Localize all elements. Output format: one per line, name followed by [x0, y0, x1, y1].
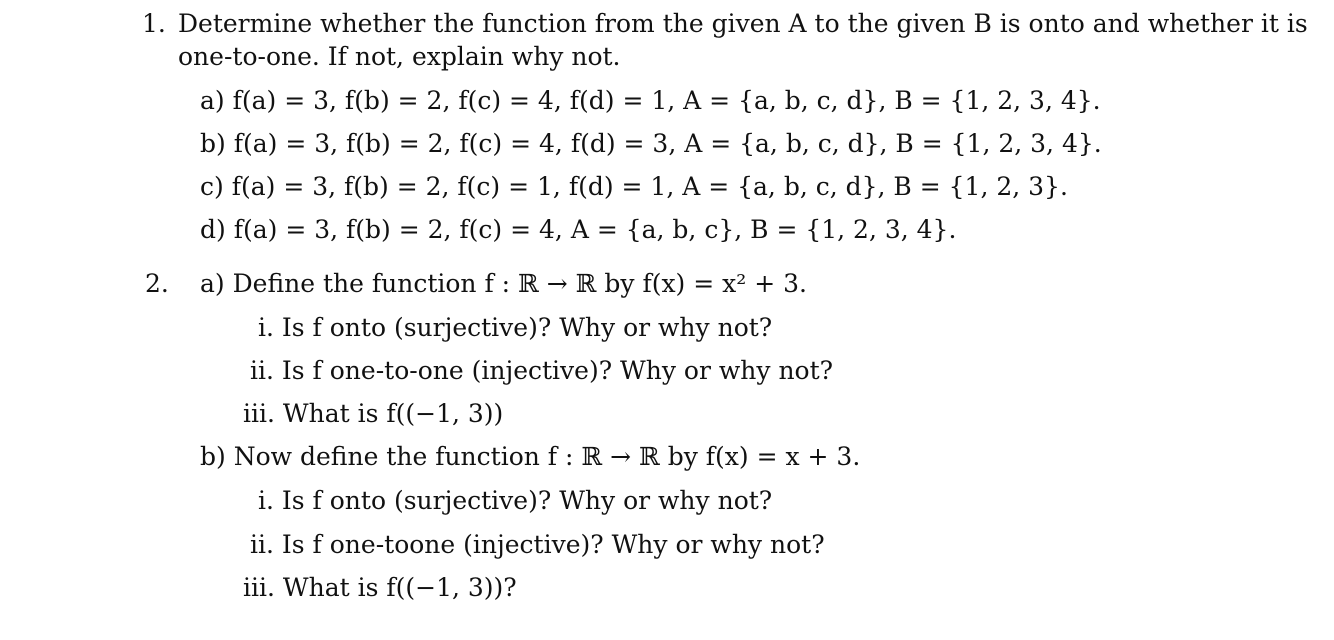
- item-text: Is f onto (surjective)? Why or why not?: [281, 313, 773, 342]
- problem-1-part-b: [200, 128, 1102, 160]
- part-label: c): [200, 172, 224, 201]
- item-text: Is f one-to-one (injective)? Why or why not?: [281, 356, 834, 385]
- problem-1-number: 1.: [142, 9, 166, 38]
- problem-2b-item-iii: [243, 572, 517, 604]
- item-text: What is f((−1, 3)): [282, 399, 504, 428]
- problem-1-part-c: [200, 171, 1068, 203]
- problem-1-part-d: [200, 214, 956, 246]
- item-text: What is f((−1, 3))?: [282, 573, 517, 602]
- item-label: ii.: [250, 356, 274, 385]
- item-label: iii.: [243, 573, 275, 602]
- problem-2-part-a: [200, 268, 807, 300]
- part-label: b): [200, 129, 226, 158]
- item-label: i.: [258, 486, 274, 515]
- item-text: Is f onto (surjective)? Why or why not?: [281, 486, 773, 515]
- part-label: b): [200, 442, 226, 471]
- part-text: f(a) = 3, f(b) = 2, f(c) = 4, f(d) = 3, A = {a, b, c, d}, B = {1, 2, 3, 4}.: [233, 129, 1102, 158]
- problem-2a-item-iii: [243, 398, 503, 430]
- problem-2b-item-i: [258, 485, 772, 517]
- problem-2-number: 2.: [145, 269, 169, 298]
- part-label: d): [200, 215, 226, 244]
- part-text: Define the function f : ℝ → ℝ by f(x) = x² + 3.: [232, 269, 807, 298]
- problem-1-part-a: [200, 85, 1101, 117]
- part-text: f(a) = 3, f(b) = 2, f(c) = 4, A = {a, b, c}, B = {1, 2, 3, 4}.: [233, 215, 957, 244]
- problem-2b-item-ii: [250, 529, 825, 561]
- problem-1-statement-line-1: Determine whether the function from the given A to the given B is onto and whether it is: [178, 9, 1308, 38]
- part-label: a): [200, 269, 225, 298]
- problem-2-part-b: [200, 441, 860, 473]
- part-label: a): [200, 86, 225, 115]
- item-label: iii.: [243, 399, 275, 428]
- problem-2a-item-ii: [250, 355, 833, 387]
- item-label: ii.: [250, 530, 274, 559]
- part-text: f(a) = 3, f(b) = 2, f(c) = 4, f(d) = 1, A = {a, b, c, d}, B = {1, 2, 3, 4}.: [232, 86, 1101, 115]
- part-text: f(a) = 3, f(b) = 2, f(c) = 1, f(d) = 1, A = {a, b, c, d}, B = {1, 2, 3}.: [231, 172, 1068, 201]
- problem-1-statement-line-2: one-to-one. If not, explain why not.: [178, 42, 621, 71]
- part-text: Now define the function f : ℝ → ℝ by f(x) = x + 3.: [233, 442, 861, 471]
- item-text: Is f one-toone (injective)? Why or why not?: [281, 530, 825, 559]
- item-label: i.: [258, 313, 274, 342]
- problem-2a-item-i: [258, 312, 772, 344]
